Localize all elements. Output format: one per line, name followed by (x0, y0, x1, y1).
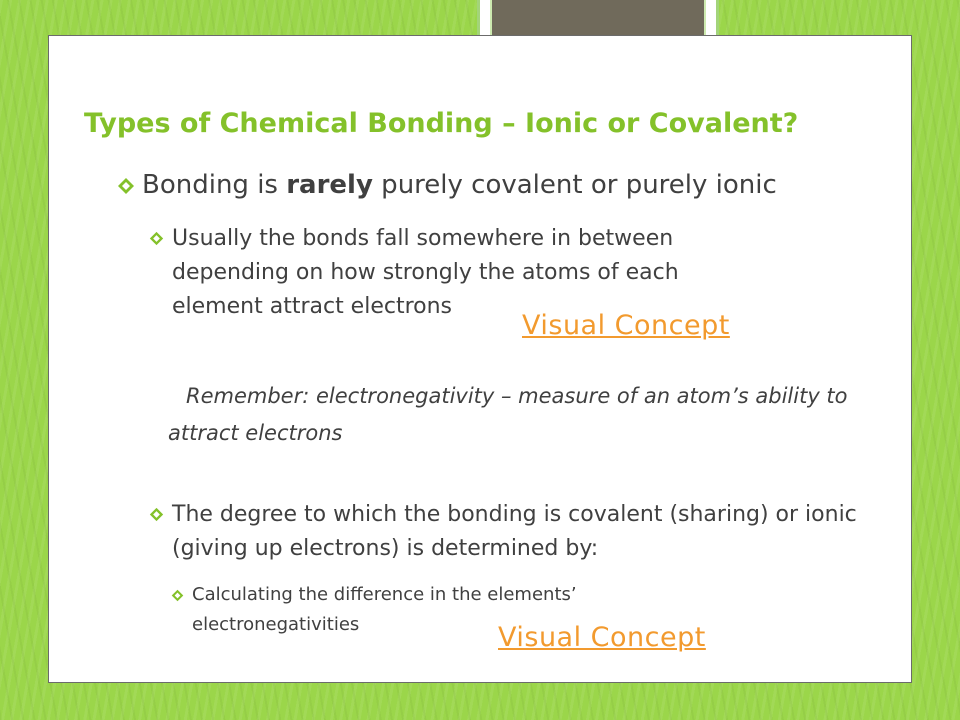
bullet1-prefix: Bonding is (142, 170, 287, 200)
bullet-level3-calculating: Calculating the difference in the elements’ electronegativities (192, 584, 577, 635)
slide-title: Types of Chemical Bonding – Ionic or Covalent? (84, 108, 799, 139)
bullet-level1-bonding (142, 170, 777, 200)
bullet-level2-degree: The degree to which the bonding is covalent (sharing) or ionic (giving up electrons) is determined by: (172, 502, 857, 561)
diamond-bullet-icon (171, 589, 184, 602)
visual-concept-link-2[interactable]: Visual Concept (498, 622, 706, 653)
bullet1-emphasis: rarely (286, 170, 373, 200)
diamond-bullet-icon (117, 177, 135, 195)
bullet1-suffix: purely covalent or purely ionic (372, 170, 777, 200)
diamond-bullet-icon (149, 231, 164, 246)
bullet-level2-bonds-fall: Usually the bonds fall somewhere in between depending on how strongly the atoms of each element attract electrons (172, 226, 679, 319)
remember-note: Remember: electronegativity – measure of an atom’s ability to attract electrons (168, 384, 848, 445)
visual-concept-link-1[interactable]: Visual Concept (522, 310, 730, 341)
diamond-bullet-icon (149, 507, 164, 522)
